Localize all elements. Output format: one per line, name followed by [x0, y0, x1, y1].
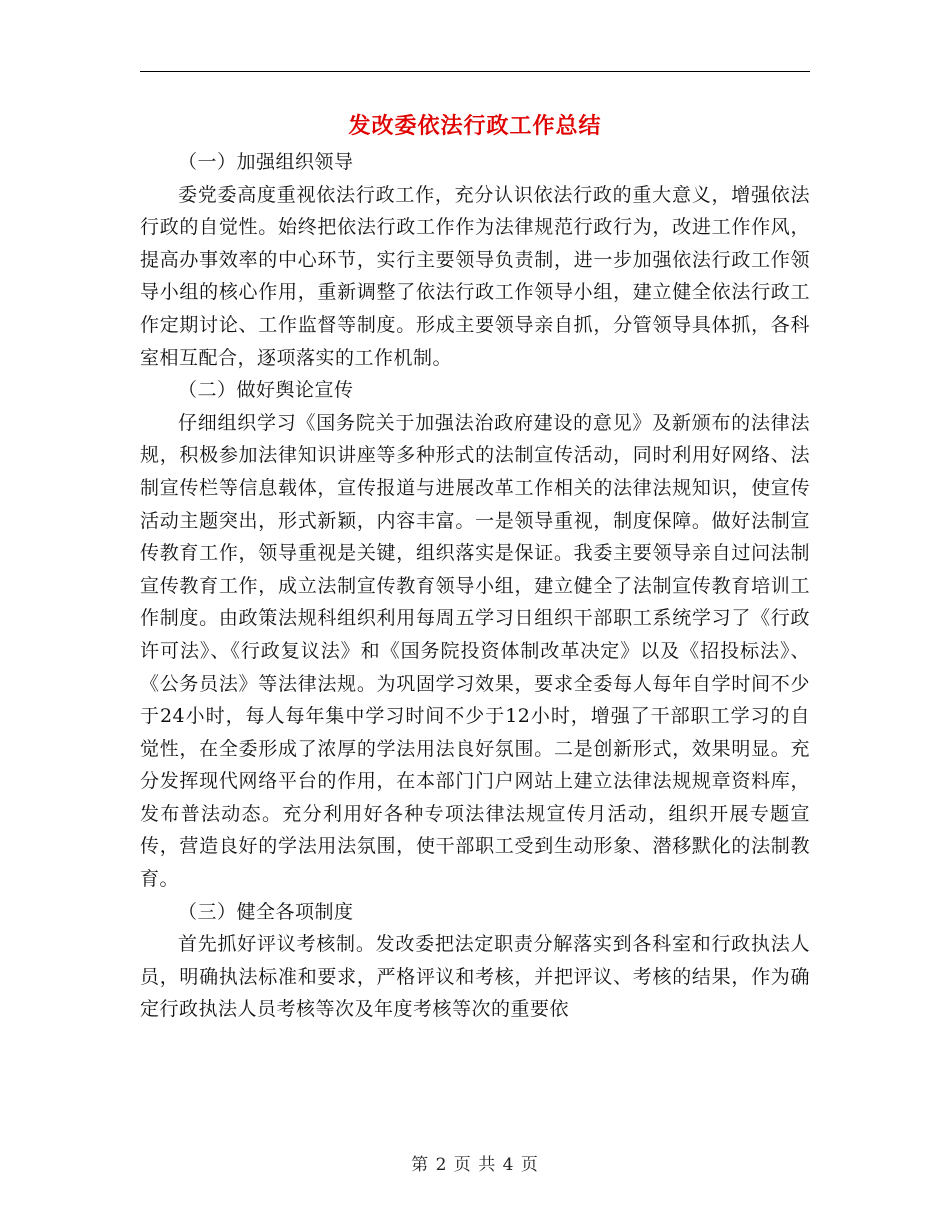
section-2-paragraph: 仔细组织学习《国务院关于加强法治政府建设的意见》及新颁布的法律法规，积极参加法律知识讲座等多种形式的法制宣传活动，同时利用好网络、法制宣传栏等信息载体，宣传报道与进展改革工作相关的法律法规知识，使宣传活动主题突出，形式新颖，内容丰富。一是领导重视，制度保障。做好法制宣传教育工作，领导重视是关键，组织落实是保证。我委主要领导亲自过问法制宣传教育工作，成立法制宣传教育领导小组，建立健全了法制宣传教育培训工作制度。由政策法规科组织利用每周五学习日组织干部职工系统学习了《行政许可法》、《行政复议法》和《国务院投资体制改革决定》以及《招投标法》、《公务员法》等法律法规。为巩固学习效果，要求全委每人每年自学时间不少于24小时，每人每年集中学习时间不少于12小时，增强了干部职工学习的自觉性，在全委形成了浓厚的学法用法良好氛围。二是创新形式，效果明显。充分发挥现代网络平台的作用，在本部门门户网站上建立法律法规规章资料库，发布普法动态。充分利用好各种专项法律法规宣传月活动，组织开展专题宣传，营造良好的学法用法氛围，使干部职工受到生动形象、潜移默化的法制教育。	[140, 411, 810, 891]
section-heading-2: （二）做好舆论宣传	[178, 379, 354, 402]
section-heading-3: （三）健全各项制度	[178, 900, 354, 923]
section-heading-1: （一）加强组织领导	[178, 151, 354, 173]
document-body	[140, 146, 810, 1026]
header-rule	[140, 71, 810, 72]
document-title: 发改委依法行政工作总结	[348, 113, 602, 139]
section-3-paragraph: 首先抓好评议考核制。发改委把法定职责分解落实到各科室和行政执法人员，明确执法标准和要求，严格评议和考核，并把评议、考核的结果，作为确定行政执法人员考核等次及年度考核等次的重要依	[140, 933, 810, 1021]
page-number-footer: 第 2 页 共 4 页	[411, 1155, 539, 1175]
section-1-paragraph: 委党委高度重视依法行政工作，充分认识依法行政的重大意义，增强依法行政的自觉性。始终把依法行政工作作为法律规范行政行为，改进工作作风，提高办事效率的中心环节，实行主要领导负责制，进一步加强依法行政工作领导小组的核心作用，重新调整了依法行政工作领导小组，建立健全依法行政工作定期讨论、工作监督等制度。形成主要领导亲自抓，分管领导具体抓，各科室相互配合，逐项落实的工作机制。	[140, 183, 810, 369]
